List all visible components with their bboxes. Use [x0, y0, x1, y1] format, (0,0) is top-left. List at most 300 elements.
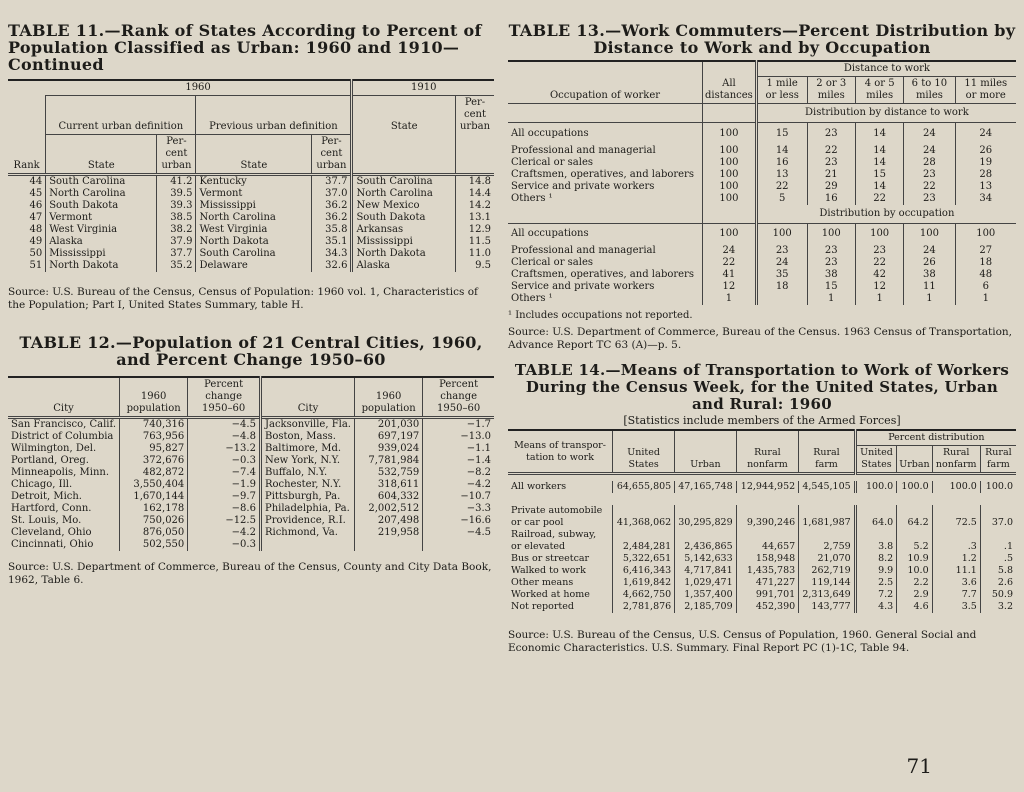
value-cell: .1	[980, 541, 1016, 553]
value-cell: 12,944,952	[736, 481, 799, 493]
state-cell: South Dakota	[46, 200, 157, 212]
rank-cell: 46	[29, 199, 43, 211]
city-cell: Portland, Oreg.	[11, 454, 89, 466]
right-column	[508, 22, 1016, 655]
value-cell: 35	[756, 269, 807, 281]
value-cell: 100	[955, 223, 1016, 245]
value-cell: 1	[855, 293, 903, 305]
value-cell: 34	[955, 193, 1016, 205]
value-cell: 1,029,471	[675, 577, 736, 589]
occupation-cell: Service and private workers	[511, 180, 655, 192]
table-12-source: Source: U.S. Department of Commerce, Bureau of the Census, County and City Data Book, 1962, Table 6.	[8, 560, 492, 586]
value-cell: 100	[703, 169, 757, 181]
value-cell: 100	[703, 145, 757, 157]
table-12-body	[8, 417, 494, 551]
value-cell: 100	[703, 123, 757, 145]
table-11-body	[8, 174, 494, 272]
occupation-cell: All occupations	[511, 228, 589, 240]
value-cell: 64.0	[855, 517, 897, 529]
city-cell: Providence, R.I.	[260, 515, 354, 527]
state-cell: North Dakota	[196, 236, 312, 248]
state-cell: Vermont	[46, 212, 157, 224]
value-cell: 13	[756, 169, 807, 181]
rural-nonfarm-header: Rural nonfarm	[736, 430, 799, 474]
table-row	[8, 443, 494, 455]
pct-us-header: United States	[855, 446, 897, 474]
change-cell: −13.2	[188, 443, 261, 455]
pct-header: Per- cent urban	[312, 134, 352, 174]
means-cell: Walked to work	[511, 565, 586, 576]
percent-cell: 41.2	[157, 174, 196, 188]
population-cell: 2,002,512	[355, 503, 423, 515]
table-11	[8, 79, 494, 272]
value-cell	[980, 505, 1016, 517]
value-cell: 22	[904, 181, 955, 193]
change-cell: −8.2	[423, 467, 494, 479]
table-row	[508, 269, 1016, 281]
value-cell: 5.2	[897, 541, 932, 553]
city-cell: Chicago, Ill.	[11, 478, 73, 490]
value-cell: 6,416,343	[613, 565, 675, 577]
rank-cell: 47	[29, 211, 43, 223]
table-row	[8, 260, 494, 272]
all-distances-header: All distances	[703, 61, 757, 104]
value-cell: 471,227	[736, 577, 799, 589]
percent-cell: 37.7	[312, 174, 352, 188]
table-row	[8, 174, 494, 188]
value-cell: .3	[932, 541, 980, 553]
value-cell	[756, 293, 807, 305]
occupation-cell: All occupations	[511, 127, 589, 139]
value-cell	[799, 505, 856, 517]
percent-cell: 36.2	[312, 212, 352, 224]
table-row	[8, 539, 494, 551]
change-cell: −3.3	[423, 503, 494, 515]
table-row	[508, 565, 1016, 577]
value-cell	[897, 505, 932, 517]
means-cell: Bus or streetcar	[511, 553, 590, 564]
means-cell: Railroad, subway,	[511, 529, 597, 540]
table-row	[8, 467, 494, 479]
population-header: 1960 population	[120, 377, 188, 418]
value-cell: 41,368,062	[613, 517, 675, 529]
percent-cell: 14.4	[456, 188, 495, 200]
change-cell: −1.7	[423, 417, 494, 431]
city-cell: Philadelphia, Pa.	[260, 503, 354, 515]
value-cell: 2,313,649	[799, 589, 856, 601]
change-cell: −12.5	[188, 515, 261, 527]
change-cell: −4.2	[423, 479, 494, 491]
value-cell: 15	[855, 169, 903, 181]
percent-cell: 35.1	[312, 236, 352, 248]
value-cell: 100	[904, 223, 955, 245]
rank-cell: 49	[29, 235, 43, 247]
table-row	[508, 181, 1016, 193]
rural-farm-header: Rural farm	[799, 430, 856, 474]
change-cell: −9.7	[188, 491, 261, 503]
pct-header: Per- cent urban	[157, 134, 196, 174]
percent-cell: 11.0	[456, 248, 495, 260]
city-cell: St. Louis, Mo.	[11, 514, 82, 526]
distance-column-header: 11 miles or more	[955, 77, 1016, 104]
value-cell	[897, 529, 932, 541]
value-cell: 23	[904, 193, 955, 205]
state-cell: South Carolina	[352, 174, 456, 188]
table-row	[8, 200, 494, 212]
percent-cell: 14.8	[456, 174, 495, 188]
value-cell: 100	[756, 223, 807, 245]
rank-cell: 45	[29, 187, 43, 199]
city-cell: District of Columbia	[11, 430, 114, 442]
change-cell: −8.6	[188, 503, 261, 515]
population-cell: 763,956	[120, 431, 188, 443]
value-cell: 8.2	[855, 553, 897, 565]
city-cell: Baltimore, Md.	[260, 443, 354, 455]
table-12-title: TABLE 12.—Population of 21 Central Cities, 1960, and Percent Change 1950–60	[19, 332, 483, 369]
value-cell: .5	[980, 553, 1016, 565]
current-def-header: Current urban definition	[46, 96, 196, 135]
means-cell: or elevated	[511, 541, 566, 552]
state-cell: West Virginia	[46, 224, 157, 236]
value-cell: 100	[855, 223, 903, 245]
value-cell: 1	[703, 293, 757, 305]
table-row	[508, 169, 1016, 181]
value-cell: 72.5	[932, 517, 980, 529]
means-cell: All workers	[511, 481, 567, 492]
band-distance: Distribution by distance to work	[756, 104, 1016, 123]
value-cell: 100.0	[932, 481, 980, 493]
percent-cell: 38.2	[157, 224, 196, 236]
value-cell: 23	[756, 245, 807, 257]
percent-cell: 37.7	[157, 248, 196, 260]
value-cell: 1,681,987	[799, 517, 856, 529]
table-11-source: Source: U.S. Bureau of the Census, Census of Population: 1960 vol. 1, Characteristics of the Population; Part I, United States Summary, table H.	[8, 285, 478, 311]
table-row	[508, 529, 1016, 541]
state-cell: Kentucky	[196, 174, 312, 188]
urban-header: Urban	[675, 430, 736, 474]
value-cell: 262,719	[799, 565, 856, 577]
value-cell: 22	[855, 257, 903, 269]
value-cell: 3.6	[932, 577, 980, 589]
value-cell: 23	[904, 169, 955, 181]
value-cell: 19	[955, 157, 1016, 169]
percent-cell: 32.6	[312, 260, 352, 272]
value-cell: 15	[756, 123, 807, 145]
percent-cell: 12.9	[456, 224, 495, 236]
table-row	[508, 281, 1016, 293]
value-cell: 100	[703, 193, 757, 205]
state-cell: Mississippi	[46, 248, 157, 260]
value-cell	[799, 529, 856, 541]
value-cell: 2.2	[897, 577, 932, 589]
value-cell: 24	[955, 123, 1016, 145]
percent-cell: 14.2	[456, 200, 495, 212]
state-cell: Mississippi	[196, 200, 312, 212]
distance-column-header: 6 to 10 miles	[904, 77, 955, 104]
occupation-cell: Others ¹	[511, 192, 553, 204]
city-cell: Cleveland, Ohio	[11, 526, 92, 538]
state-cell: North Dakota	[352, 248, 456, 260]
occupation-cell: Service and private workers	[511, 281, 655, 292]
table-13-title: TABLE 13.—Work Commuters—Percent Distribution by Distance to Work and by Occupation	[508, 21, 1016, 57]
state-cell: South Dakota	[352, 212, 456, 224]
state-cell: North Dakota	[46, 260, 157, 272]
state-cell: Delaware	[196, 260, 312, 272]
change-cell: −0.3	[188, 539, 261, 551]
city-header: City	[53, 402, 74, 414]
table-row	[8, 236, 494, 248]
city-cell: Buffalo, N.Y.	[260, 467, 354, 479]
table-row	[508, 601, 1016, 613]
table-14-source: Source: U.S. Bureau of the Census, U.S. Census of Population, 1960. General Social and Economic Characteristics. U.S. Summary. Final Report PC (1)-1C, Table 94.	[508, 629, 977, 654]
value-cell: 18	[955, 257, 1016, 269]
population-cell: 162,178	[120, 503, 188, 515]
city-cell: Wilmington, Del.	[11, 442, 97, 454]
means-header: Means of transpor- tation to work	[514, 439, 606, 463]
population-cell: 750,026	[120, 515, 188, 527]
band-occupation: Distribution by occupation	[756, 205, 1016, 224]
value-cell: 15	[807, 281, 855, 293]
value-cell: 14	[855, 123, 903, 145]
value-cell: 3.8	[855, 541, 897, 553]
change-cell: −1.9	[188, 479, 261, 491]
value-cell: 7.2	[855, 589, 897, 601]
value-cell	[932, 505, 980, 517]
city-cell: San Francisco, Calif.	[11, 418, 116, 430]
value-cell: 2,759	[799, 541, 856, 553]
value-cell: 2.6	[980, 577, 1016, 589]
value-cell: 10.0	[897, 565, 932, 577]
value-cell: 23	[807, 123, 855, 145]
value-cell: 47,165,748	[675, 481, 736, 493]
table-14	[508, 429, 1016, 613]
value-cell: 16	[807, 193, 855, 205]
value-cell: 100	[807, 223, 855, 245]
population-cell: 3,550,404	[120, 479, 188, 491]
population-cell: 318,611	[355, 479, 423, 491]
state-cell: Vermont	[196, 188, 312, 200]
rank-cell: 51	[29, 259, 43, 271]
state-cell: Arkansas	[352, 224, 456, 236]
value-cell: 100.0	[980, 481, 1016, 493]
table-row	[508, 245, 1016, 257]
value-cell	[855, 529, 897, 541]
population-cell: 201,030	[355, 417, 423, 431]
percent-cell: 37.9	[157, 236, 196, 248]
value-cell: 24	[703, 245, 757, 257]
value-cell: 22	[855, 193, 903, 205]
table-row	[508, 517, 1016, 529]
city-cell: Cincinnati, Ohio	[11, 538, 94, 550]
value-cell	[980, 529, 1016, 541]
value-cell: 42	[855, 269, 903, 281]
page-number: 71	[906, 754, 932, 778]
value-cell: 22	[807, 145, 855, 157]
value-cell: 4,545,105	[799, 481, 856, 493]
value-cell: 6	[955, 281, 1016, 293]
occupation-cell: Craftsmen, operatives, and laborers	[511, 168, 694, 180]
state-cell: South Carolina	[46, 174, 157, 188]
left-column	[8, 22, 494, 587]
value-cell	[736, 529, 799, 541]
rank-cell: 44	[29, 175, 43, 187]
value-cell: 452,390	[736, 601, 799, 613]
table-row	[508, 193, 1016, 205]
table-row	[8, 188, 494, 200]
percent-cell: 39.3	[157, 200, 196, 212]
city-cell: Minneapolis, Minn.	[11, 466, 110, 478]
value-cell: 13	[955, 181, 1016, 193]
value-cell: 2,436,865	[675, 541, 736, 553]
change-cell: −1.1	[423, 443, 494, 455]
value-cell: 14	[855, 181, 903, 193]
percent-cell: 35.8	[312, 224, 352, 236]
value-cell: 1	[904, 293, 955, 305]
state-cell: Alaska	[46, 236, 157, 248]
percent-cell: 9.5	[456, 260, 495, 272]
state-header: State	[46, 134, 157, 174]
means-cell: Worked at home	[511, 589, 590, 600]
population-header: 1960 population	[355, 377, 423, 418]
population-cell: 95,827	[120, 443, 188, 455]
value-cell: 991,701	[736, 589, 799, 601]
population-cell: 207,498	[355, 515, 423, 527]
table-13	[508, 60, 1016, 305]
value-cell: 4.6	[897, 601, 932, 613]
rank-cell: 48	[29, 223, 43, 235]
value-cell: 29	[807, 181, 855, 193]
population-cell: 604,332	[355, 491, 423, 503]
value-cell: 10.9	[897, 553, 932, 565]
change-cell: −0.3	[188, 455, 261, 467]
change-header: Percent change 1950–60	[188, 377, 261, 418]
change-cell: −10.7	[423, 491, 494, 503]
table-row	[8, 503, 494, 515]
table-row	[8, 527, 494, 539]
change-cell: −16.6	[423, 515, 494, 527]
value-cell: 5,142,633	[675, 553, 736, 565]
value-cell: 100	[703, 181, 757, 193]
percent-cell: 13.1	[456, 212, 495, 224]
change-cell: −4.8	[188, 431, 261, 443]
change-cell: −13.0	[423, 431, 494, 443]
change-header: Percent change 1950–60	[423, 377, 494, 418]
table-row	[8, 491, 494, 503]
value-cell: 16	[756, 157, 807, 169]
population-cell: 372,676	[120, 455, 188, 467]
value-cell: 2,185,709	[675, 601, 736, 613]
value-cell: 21,070	[799, 553, 856, 565]
value-cell: 3.5	[932, 601, 980, 613]
value-cell: 7.7	[932, 589, 980, 601]
city-cell: Boston, Mass.	[260, 431, 354, 443]
city-header: City	[260, 377, 354, 418]
distance-column-header: 4 or 5 miles	[855, 77, 903, 104]
state-cell: North Carolina	[46, 188, 157, 200]
occupation-cell: Craftsmen, operatives, and laborers	[511, 269, 694, 280]
value-cell	[613, 529, 675, 541]
value-cell: 119,144	[799, 577, 856, 589]
occupation-cell: Professional and managerial	[511, 144, 656, 156]
table-row	[508, 577, 1016, 589]
value-cell: 1,619,842	[613, 577, 675, 589]
value-cell: 22	[756, 181, 807, 193]
population-cell: 740,316	[120, 417, 188, 431]
table-row	[508, 505, 1016, 517]
table-row	[8, 417, 494, 431]
value-cell: 24	[904, 245, 955, 257]
table-row	[8, 224, 494, 236]
table-row	[508, 541, 1016, 553]
value-cell: 30,295,829	[675, 517, 736, 529]
state-header: State	[196, 134, 312, 174]
value-cell: 38	[904, 269, 955, 281]
population-cell: 1,670,144	[120, 491, 188, 503]
distance-header: Distance to work	[756, 61, 1016, 77]
state-cell: North Carolina	[352, 188, 456, 200]
city-cell: Rochester, N.Y.	[260, 479, 354, 491]
state-cell: South Carolina	[196, 248, 312, 260]
value-cell: 23	[807, 245, 855, 257]
value-cell: 100	[703, 223, 757, 245]
value-cell: 143,777	[799, 601, 856, 613]
city-cell: Pittsburgh, Pa.	[260, 491, 354, 503]
population-cell: 876,050	[120, 527, 188, 539]
value-cell: 24	[904, 145, 955, 157]
city-cell: Detroit, Mich.	[11, 490, 82, 502]
percent-cell: 35.2	[157, 260, 196, 272]
change-cell: −4.5	[423, 527, 494, 539]
table-row-all	[508, 481, 1016, 493]
value-cell: 23	[855, 245, 903, 257]
state-cell: New Mexico	[352, 200, 456, 212]
city-cell: Richmond, Va.	[260, 527, 354, 539]
col-1910: 1910	[352, 80, 494, 96]
percent-cell: 37.0	[312, 188, 352, 200]
value-cell: 1	[807, 293, 855, 305]
value-cell: 12	[703, 281, 757, 293]
value-cell: 9.9	[855, 565, 897, 577]
value-cell: 18	[756, 281, 807, 293]
value-cell: 14	[855, 145, 903, 157]
change-cell: −7.4	[188, 467, 261, 479]
table-14-subtitle: [Statistics include members of the Armed Forces]	[623, 414, 901, 427]
population-cell: 219,958	[355, 527, 423, 539]
value-cell: 11	[904, 281, 955, 293]
means-cell: Other means	[511, 577, 574, 588]
state-cell: Alaska	[352, 260, 456, 272]
value-cell: 4.3	[855, 601, 897, 613]
pct-header: Per- cent urban	[456, 96, 495, 135]
means-cell: Not reported	[511, 601, 574, 612]
occupation-cell: Clerical or sales	[511, 156, 594, 168]
percent-cell: 34.3	[312, 248, 352, 260]
value-cell: 4,717,841	[675, 565, 736, 577]
distance-column-header: 2 or 3 miles	[807, 77, 855, 104]
value-cell: 5.8	[980, 565, 1016, 577]
means-cell: or car pool	[511, 517, 564, 528]
city-cell: New York, N.Y.	[260, 455, 354, 467]
table-14-body	[508, 474, 1016, 614]
table-12	[8, 376, 494, 551]
table-14-title: TABLE 14.—Means of Transportation to Work of Workers During the Census Week, for the United States, Urban and Rural: 1960	[514, 361, 1010, 413]
means-cell: Private automobile	[511, 505, 603, 516]
table-row	[508, 293, 1016, 305]
value-cell: 1.2	[932, 553, 980, 565]
table-row	[508, 123, 1016, 145]
percent-cell: 38.5	[157, 212, 196, 224]
table-11-title: TABLE 11.—Rank of States According to Percent of Population Classified as Urban: 1960 and 1910—Continued	[8, 21, 482, 74]
